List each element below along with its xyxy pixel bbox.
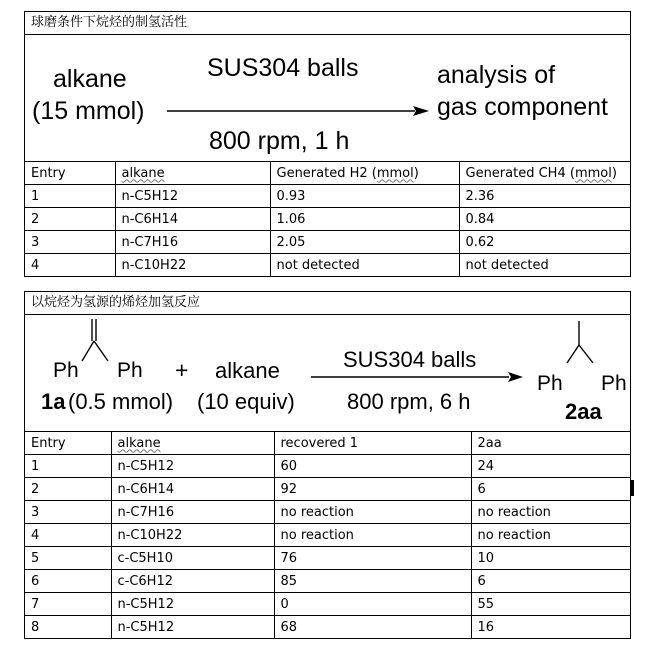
table-cell: 2 [25, 478, 111, 501]
table-cell: 2 [25, 208, 115, 231]
table-cell: c-C6H12 [111, 570, 274, 593]
header-label: alkane [121, 165, 165, 181]
table-cell: n-C5H12 [111, 616, 274, 639]
product-line-1: analysis of [437, 61, 556, 89]
label-1a: 1a [41, 389, 66, 414]
product-ph-right: Ph [601, 372, 627, 395]
table-cell: n-C5H12 [115, 185, 270, 208]
table-cell: n-C5H12 [111, 593, 274, 616]
table-row [25, 455, 630, 478]
text-cursor-mark [631, 480, 634, 496]
header-label: 2aa [477, 435, 502, 451]
reaction-scheme-2 [25, 315, 630, 432]
header-label: alkane [117, 435, 161, 451]
header-cell [25, 432, 111, 455]
table-block-2 [24, 291, 631, 639]
data-table-2 [25, 432, 630, 638]
table-cell: 4 [25, 524, 111, 547]
table-cell: 10 [471, 547, 630, 570]
header-label: Generated CH4 (mmol) [465, 165, 617, 181]
table-cell: no reaction [274, 501, 471, 524]
header-cell [274, 432, 471, 455]
table-cell: no reaction [274, 524, 471, 547]
table-cell: 5 [25, 547, 111, 570]
arrow-below-text-2: 800 rpm, 6 h [347, 389, 471, 414]
table-block-1 [24, 11, 631, 277]
table-cell: n-C6H14 [111, 478, 274, 501]
table-cell: 1 [25, 455, 111, 478]
caption-1: 球磨条件下烷烃的制氢活性 [25, 12, 630, 35]
table-header-row [25, 162, 630, 185]
table-header-row [25, 432, 630, 455]
table-row [25, 501, 630, 524]
product-ph-left: Ph [537, 372, 563, 395]
table-cell: 0 [274, 593, 471, 616]
table-cell: 1 [25, 185, 115, 208]
table-cell: 0.84 [459, 208, 630, 231]
reactant-amount: (15 mmol) [32, 97, 145, 125]
table-cell: n-C10H22 [111, 524, 274, 547]
table-row [25, 547, 630, 570]
table-cell: 60 [274, 455, 471, 478]
header-cell [471, 432, 630, 455]
reaction-scheme-1 [25, 35, 630, 162]
alkane-label: alkane [215, 358, 280, 383]
header-cell [459, 162, 630, 185]
table-row [25, 185, 630, 208]
header-label: Entry [31, 435, 66, 451]
table-cell: 76 [274, 547, 471, 570]
caption-2: 以烷烃为氢源的烯烃加氢反应 [25, 292, 630, 315]
table-row [25, 570, 630, 593]
table-cell: 8 [25, 616, 111, 639]
table-cell: 3 [25, 501, 111, 524]
table-cell: 85 [274, 570, 471, 593]
table-cell: 7 [25, 593, 111, 616]
ph-right-label: Ph [117, 359, 143, 382]
table-cell: 6 [25, 570, 111, 593]
header-cell [25, 162, 115, 185]
table-cell: not detected [459, 254, 630, 277]
table-row [25, 231, 630, 254]
reactant-alkane: alkane [53, 65, 127, 93]
table-cell: 1.06 [270, 208, 459, 231]
ph-left-label: Ph [53, 359, 79, 382]
plus-sign: + [175, 357, 189, 383]
header-label: Generated H2 (mmol) [276, 165, 419, 181]
table-cell: 6 [471, 570, 630, 593]
arrow-above-text-2: SUS304 balls [343, 347, 477, 372]
table-cell: 0.93 [270, 185, 459, 208]
product-structure [561, 319, 621, 369]
table-cell: c-C5H10 [111, 547, 274, 570]
table-cell: 24 [471, 455, 630, 478]
amount-1a: (0.5 mmol) [68, 389, 174, 414]
table-cell: 2.36 [459, 185, 630, 208]
table-cell: n-C6H14 [115, 208, 270, 231]
table-row [25, 208, 630, 231]
table-cell: n-C7H16 [115, 231, 270, 254]
table-cell: 4 [25, 254, 115, 277]
product-line-2: gas component [437, 93, 608, 121]
data-table-1 [25, 162, 630, 276]
table-row [25, 254, 630, 277]
table-cell: 0.62 [459, 231, 630, 254]
table-cell: not detected [270, 254, 459, 277]
table-cell: no reaction [471, 501, 630, 524]
table-row [25, 478, 630, 501]
table-row [25, 616, 630, 639]
table-cell: 68 [274, 616, 471, 639]
product-label: 2aa [565, 399, 602, 424]
table-cell: 2.05 [270, 231, 459, 254]
equiv-label: (10 equiv) [197, 389, 295, 414]
table-cell: n-C7H16 [111, 501, 274, 524]
table-cell: 92 [274, 478, 471, 501]
table-cell: 6 [471, 478, 630, 501]
table-cell: n-C5H12 [111, 455, 274, 478]
arrow-below-text: 800 rpm, 1 h [209, 127, 350, 155]
arrow-above-text: SUS304 balls [207, 54, 359, 82]
table-cell: n-C10H22 [115, 254, 270, 277]
header-cell [270, 162, 459, 185]
table-cell: 55 [471, 593, 630, 616]
header-label: Entry [31, 165, 66, 181]
table-cell: no reaction [471, 524, 630, 547]
table-cell: 3 [25, 231, 115, 254]
table-row [25, 593, 630, 616]
header-cell [111, 432, 274, 455]
header-cell [115, 162, 270, 185]
reaction-arrow-1 [167, 105, 429, 117]
reaction-arrow-2 [311, 371, 523, 383]
table-row [25, 524, 630, 547]
header-label: recovered 1 [280, 435, 359, 451]
table-cell: 16 [471, 616, 630, 639]
